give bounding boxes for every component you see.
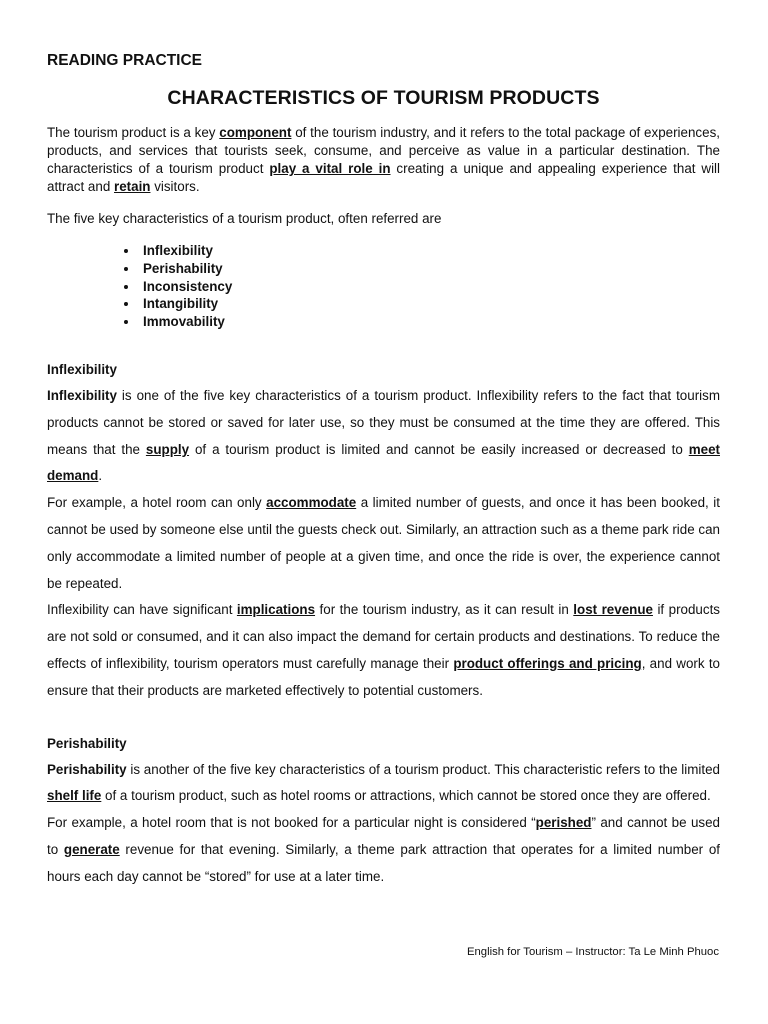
list-item: • Immovability xyxy=(139,313,720,331)
document-title: CHARACTERISTICS OF TOURISM PRODUCTS xyxy=(167,87,600,109)
keyword-meet-demand: meet demand xyxy=(47,441,720,484)
list-item: • Inflexibility xyxy=(139,242,720,260)
text-span: For example, a hotel room can only xyxy=(47,495,267,511)
inflexibility-paragraph-3 xyxy=(47,597,720,704)
text-span: revenue for that evening. Similarly, a theme park attraction that operates for a limited number of hours each day cannot be “stored” for use at a later time. xyxy=(47,841,720,884)
intro-paragraph xyxy=(47,124,720,196)
list-item: • Inconsistency xyxy=(139,278,720,296)
inflexibility-paragraph-1 xyxy=(47,383,720,490)
keyword-supply: supply xyxy=(145,441,190,457)
list-item: • Perishability xyxy=(139,260,720,278)
text-span: if products are not sold or consumed, and it can also impact the demand for certain products and destinations. To reduce the effects of inflexibility, tourism operators must carefully manage their xyxy=(47,602,720,671)
text-span: is another of the five key characteristics of a tourism product. This characteristic refers to the limited xyxy=(126,761,720,777)
reading-practice-label: READING PRACTICE xyxy=(47,52,203,69)
section-spacer xyxy=(47,705,720,731)
text-span: of a tourism product, such as hotel rooms or attractions, which cannot be stored once they are offered. xyxy=(101,788,711,804)
inflexibility-heading: Inflexibility xyxy=(47,361,117,377)
text-span: of the tourism industry, and it refers to the total package of experiences, products, and services that tourists seek, consume, and perceive as value in a particular destination. The characteristics of a tourism product xyxy=(47,125,720,176)
text-span: . xyxy=(98,468,103,484)
text-span: visitors. xyxy=(150,179,200,194)
bold-term: Inflexibility xyxy=(47,387,117,403)
keyword-play-a-vital-role-in: play a vital role in xyxy=(269,161,391,176)
bold-term: Perishability xyxy=(47,761,127,777)
keyword-accommodate: accommodate xyxy=(266,495,357,511)
text-span: ” and cannot be used to xyxy=(47,815,720,857)
keyword-retain: retain xyxy=(114,179,151,194)
characteristics-list xyxy=(47,242,720,331)
text-span: of a tourism product is limited and cannot be easily increased or decreased to xyxy=(189,441,689,457)
keyword-product-offerings-and-pricing: product offerings and pricing xyxy=(453,655,642,671)
keyword-lost-revenue: lost revenue xyxy=(573,602,653,618)
text-span: a limited number of guests, and once it has been booked, it cannot be used by someone else until the guests check out. Similarly, an attraction such as a theme park ride can only accommodate a limited number of people at a given time, and once the ride is over, the experience cannot be repeated. xyxy=(47,495,720,591)
inflexibility-paragraph-2 xyxy=(47,490,720,597)
text-span: The tourism product is a key xyxy=(47,125,220,140)
text-span: Inflexibility can have significant xyxy=(47,602,237,618)
text-span: , and work to ensure that their products are marketed effectively to potential customers. xyxy=(47,655,720,698)
list-item: • Intangibility xyxy=(139,295,720,313)
keyword-perished: perished xyxy=(535,815,592,831)
keyword-implications: implications xyxy=(236,602,316,618)
text-span: creating a unique and appealing experience that will attract and xyxy=(47,161,721,194)
keyword-generate: generate xyxy=(63,841,120,857)
perishability-paragraph-2 xyxy=(47,810,720,890)
page-footer: English for Tourism – Instructor: Ta Le Minh Phuoc xyxy=(466,946,719,958)
text-span: for the tourism industry, as it can result in xyxy=(315,602,574,618)
text-span: For example, a hotel room that is not booked for a particular night is considered “ xyxy=(47,815,536,831)
list-intro-paragraph: The five key characteristics of a tourism product, often referred are xyxy=(47,211,442,226)
text-span: is one of the five key characteristics of a tourism product. Inflexibility refers to the fact that tourism products cannot be stored or saved for later use, so they must be consumed at the time they are offered. This means that the xyxy=(47,387,720,457)
keyword-shelf-life: shelf life xyxy=(47,788,102,804)
perishability-paragraph-1 xyxy=(47,757,720,811)
perishability-heading: Perishability xyxy=(47,735,127,751)
keyword-component: component xyxy=(219,125,292,140)
